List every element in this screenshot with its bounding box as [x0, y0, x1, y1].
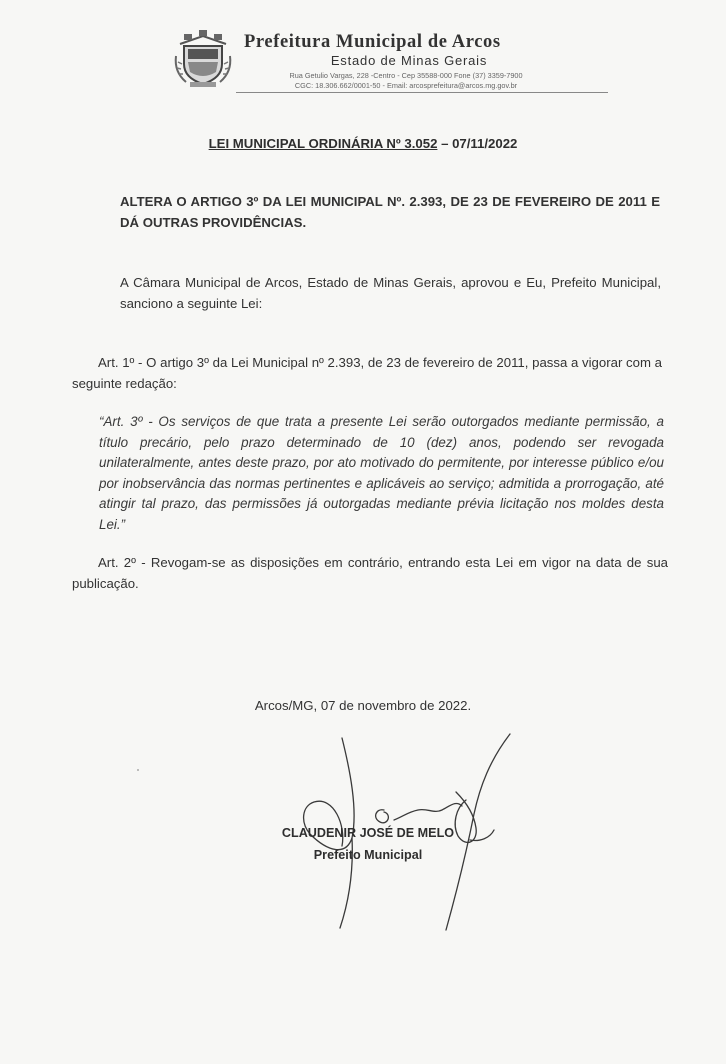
letterhead-state: Estado de Minas Gerais [330, 53, 488, 68]
article-1: Art. 1º - O artigo 3º da Lei Municipal nº 2.393, de 23 de fevereiro de 2011, passa a vigorar com a seguinte redação: [72, 355, 662, 391]
law-number: LEI MUNICIPAL ORDINÁRIA Nº 3.052 [208, 136, 438, 151]
article-2: Art. 2º - Revogam-se as disposições em contrário, entrando esta Lei em vigor na data de sua publicação. [72, 555, 668, 591]
letterhead-cgc: CGC: 18.306.662/0001-50 - Email: arcosprefeitura@arcos.mg.gov.br [294, 81, 518, 90]
paper-speck [137, 769, 139, 771]
law-preamble: A Câmara Municipal de Arcos, Estado de Minas Gerais, aprovou e Eu, Prefeito Municipal, sanciono a seguinte Lei: [120, 275, 661, 311]
law-ementa: ALTERA O ARTIGO 3º DA LEI MUNICIPAL Nº. 2.393, DE 23 DE FEVEREIRO DE 2011 E DÁ OUTRAS PROVIDÊNCIAS. [120, 194, 660, 230]
letterhead-divider [236, 92, 608, 93]
letterhead-address: Rua Getulio Vargas, 228 -Centro - Cep 35588-000 Fone (37) 3359-7900 [289, 71, 523, 80]
signer-name: CLAUDENIR JOSÉ DE MELO [281, 826, 455, 840]
law-date: – 07/11/2022 [437, 136, 518, 151]
article-1-quote: “Art. 3º - Os serviços de que trata a presente Lei serão outorgados mediante permissão, a título precário, pelo prazo determinado de 10 (dez) anos, podendo ser revogada unilateralmente, antes deste prazo, por ato motivado do permitente, por interesse público e/ou por inobservância das normas pertinentes e aplicáveis ao serviço; admitida a prorrogação, até atingir tal prazo, das permissões já outorgadas mediante prévia licitação nos moldes desta Lei.” [99, 414, 664, 532]
signer-role: Prefeito Municipal [313, 848, 423, 862]
letterhead-title: Prefeitura Municipal de Arcos [244, 32, 501, 52]
law-title [0, 136, 726, 151]
place-date: Arcos/MG, 07 de novembro de 2022. [254, 698, 472, 713]
municipal-crest-icon [172, 26, 234, 88]
